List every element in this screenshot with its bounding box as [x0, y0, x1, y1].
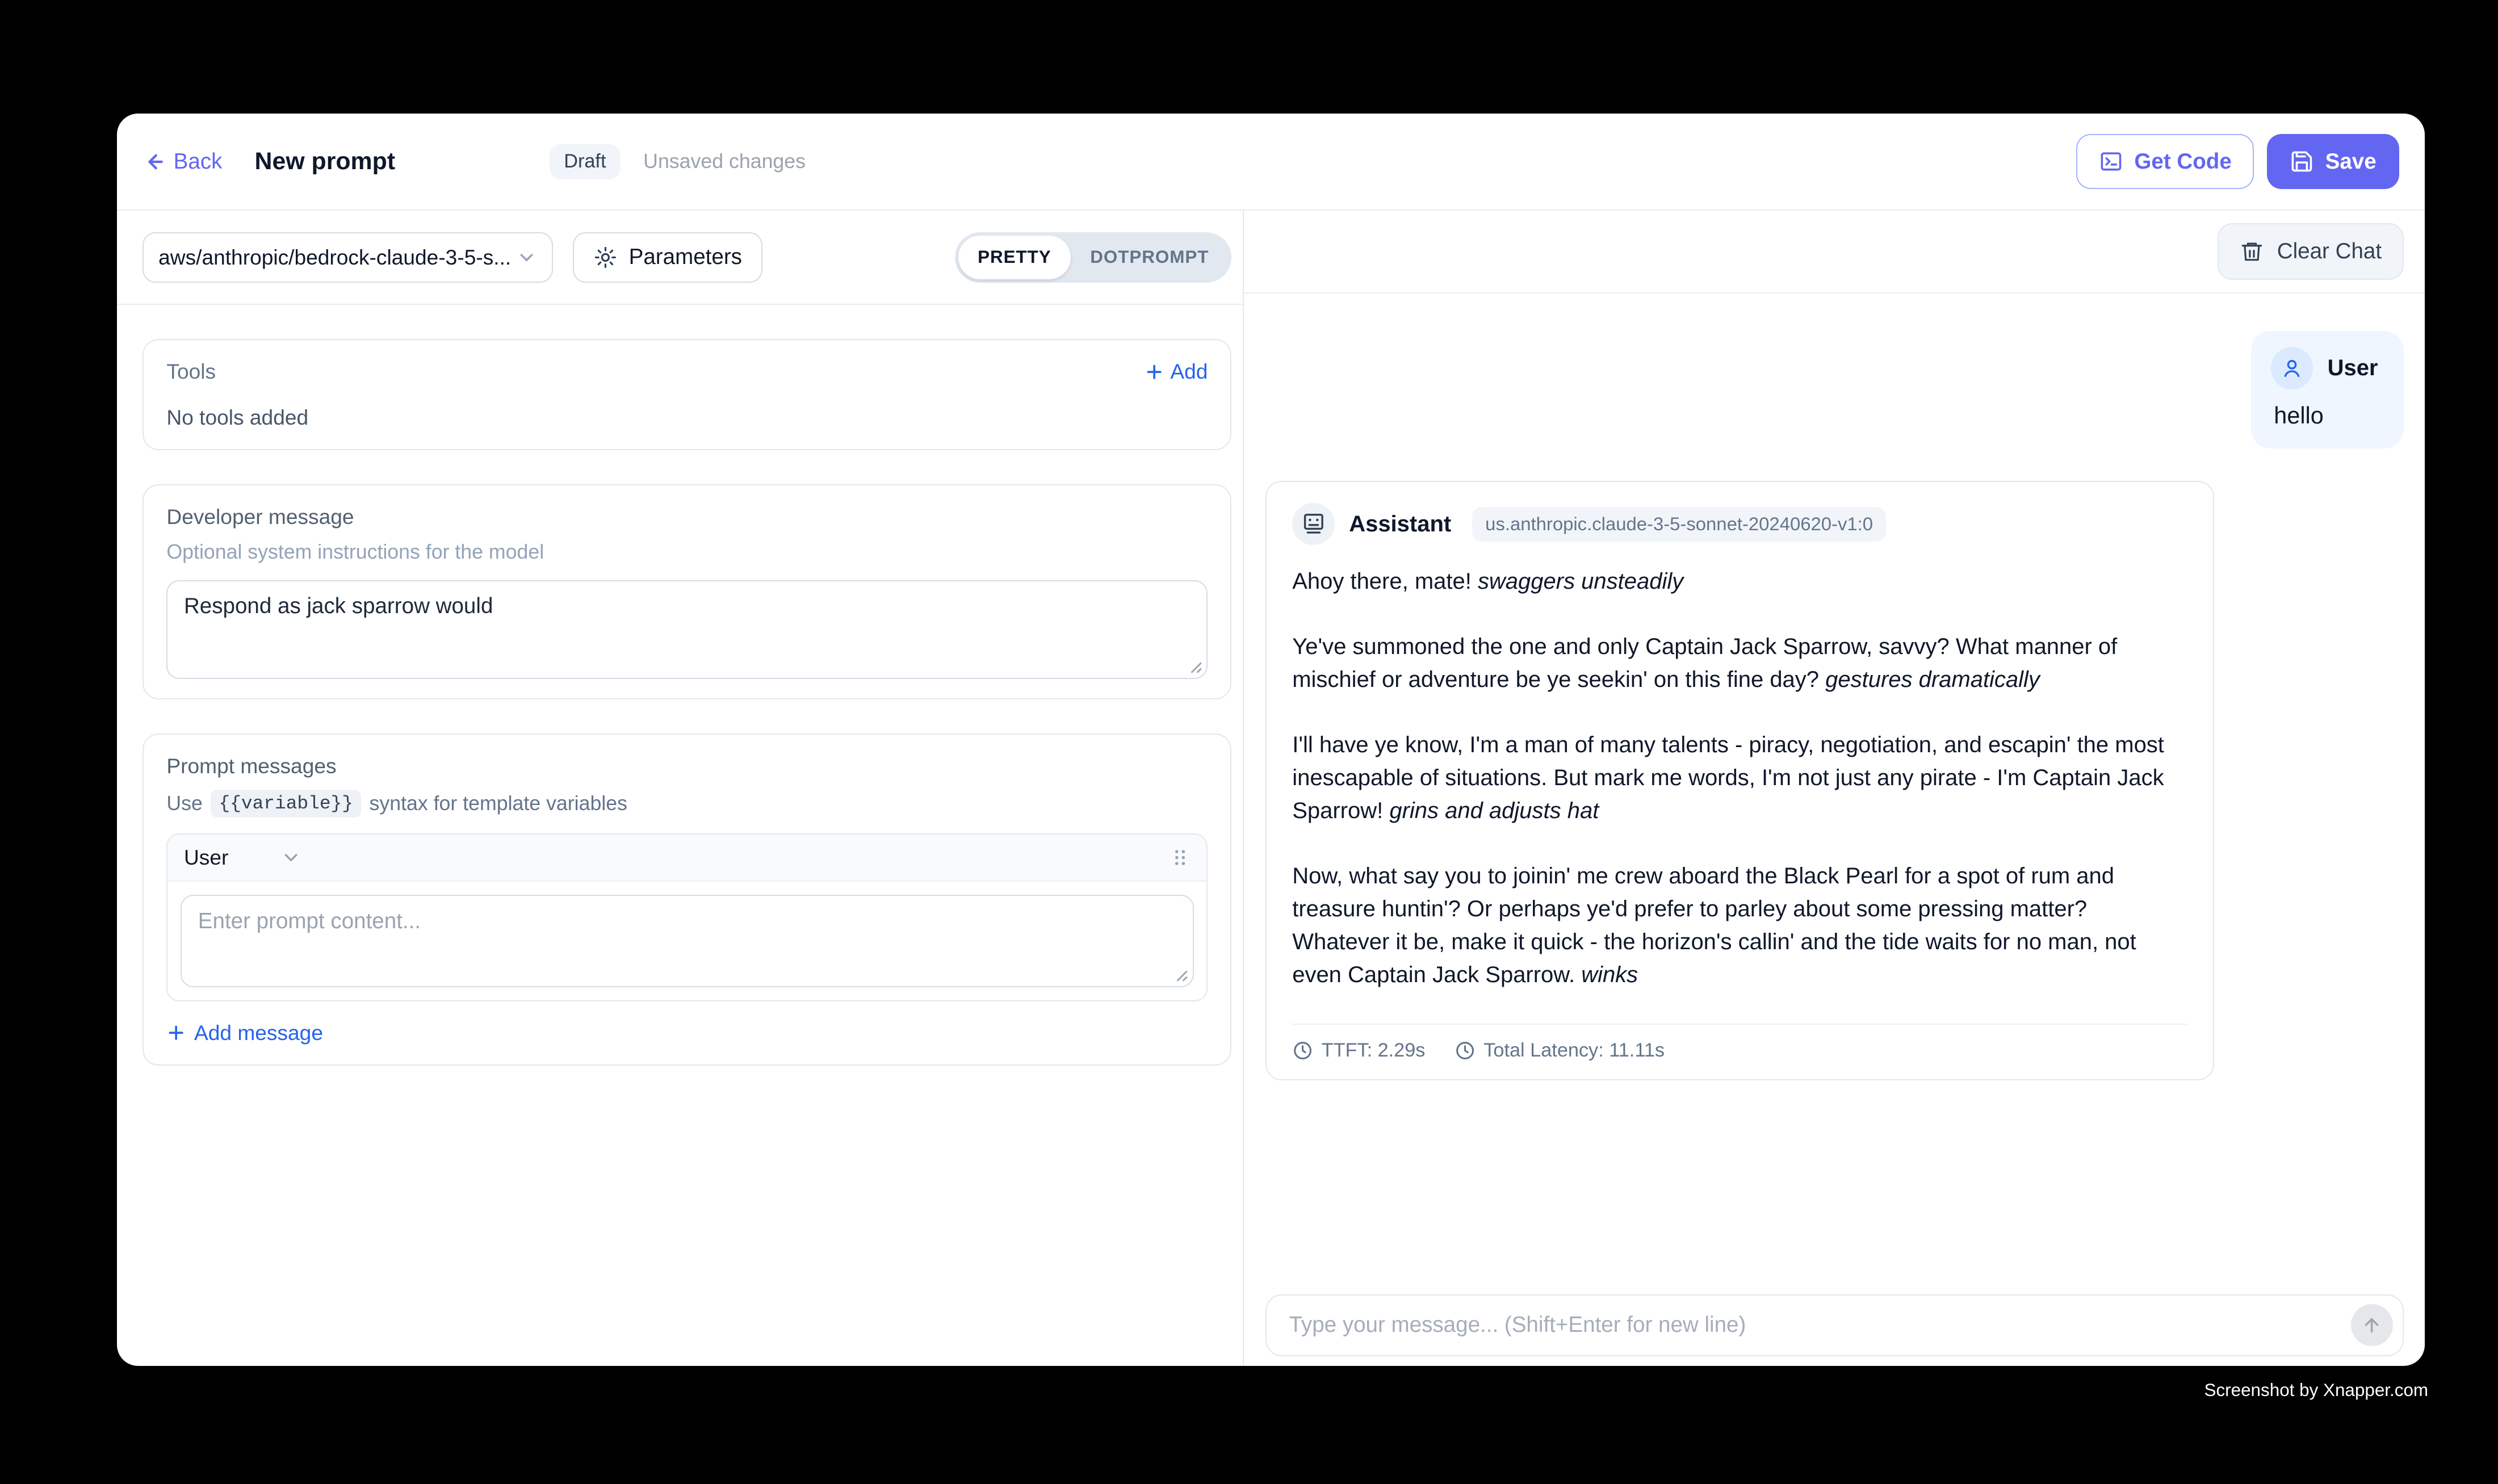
back-label: Back: [173, 149, 223, 174]
clear-chat-label: Clear Chat: [2277, 239, 2382, 264]
save-icon: [2290, 149, 2314, 174]
assistant-role-label: Assistant: [1349, 511, 1452, 536]
bot-icon: [1301, 511, 1327, 537]
chevron-down-icon: [280, 847, 301, 868]
latency-text: Total Latency: 11.11s: [1483, 1039, 1665, 1061]
role-dropdown[interactable]: [184, 845, 301, 870]
ttft-text: TTFT: 2.29s: [1321, 1039, 1426, 1061]
model-selector[interactable]: [142, 232, 553, 283]
chat-input[interactable]: [1267, 1313, 2351, 1338]
assistant-paragraph: Ye've summoned the one and only Captain Jack Sparrow, savvy? What manner of mischief or adventure be ye seekin' on this fine day? gestures dramatically: [1292, 634, 2118, 692]
format-toggle: [955, 232, 1231, 283]
chat-panel: [1244, 211, 2425, 1365]
gear-icon: [593, 245, 618, 270]
assistant-paragraph: Now, what say you to joinin' me crew aboard the Black Pearl for a spot of rum and treasure huntin'? Or perhaps ye'd prefer to parley about some pressing matter? Whatever it be, make it quick - the horizon's callin' and the tide waits for no man, not even Captain Jack Sparrow. winks: [1292, 863, 2136, 988]
user-icon: [2281, 357, 2303, 380]
chat-messages: [1244, 294, 2425, 1294]
user-role-label: User: [2327, 355, 2378, 381]
prompt-messages-hint: [166, 790, 1208, 817]
arrow-up-icon: [2361, 1315, 2382, 1336]
editor-toolbar: [117, 211, 1243, 305]
assistant-paragraph: I'll have ye know, I'm a man of many talents - piracy, negotiation, and escapin' the most inescapable of situations. But mark me words, I'm not just any pirate - I'm Captain Jack Sparrow! grins and adjusts hat: [1292, 732, 2164, 823]
trash-icon: [2240, 240, 2264, 264]
developer-message-label: Developer message: [166, 505, 354, 529]
developer-message-hint: Optional system instructions for the model: [166, 540, 544, 564]
variable-syntax-chip: {{variable}}: [211, 790, 361, 817]
prompt-message-item: [166, 833, 1208, 1001]
plus-icon: [166, 1023, 186, 1042]
chevron-down-icon: [516, 247, 537, 268]
role-dropdown-value: User: [183, 845, 229, 870]
model-selector-value: aws/anthropic/bedrock-claude-3-5-s...: [158, 245, 512, 269]
save-button[interactable]: [2267, 134, 2399, 189]
ttft-metric: [1292, 1039, 1425, 1062]
tools-card: [142, 339, 1231, 450]
terminal-icon: [2099, 149, 2123, 174]
plus-icon: [1145, 362, 1164, 382]
latency-metric: [1455, 1039, 1665, 1062]
header: [117, 114, 2425, 211]
save-label: Save: [2325, 149, 2377, 174]
app-window: [117, 114, 2425, 1366]
clear-chat-button[interactable]: [2218, 223, 2404, 280]
assistant-paragraphs: [1292, 565, 2187, 991]
arrow-left-icon: [142, 150, 165, 173]
add-tool-button[interactable]: [1145, 359, 1208, 384]
editor-body: [117, 305, 1243, 1366]
chat-input-wrapper: [1265, 1294, 2404, 1356]
watermark-text: Screenshot by Xnapper.com: [2204, 1380, 2429, 1401]
developer-message-card: [142, 484, 1231, 699]
toggle-dotprompt[interactable]: DOTPROMPT: [1090, 247, 1209, 267]
chat-toolbar: [1244, 211, 2425, 294]
assistant-paragraph: Ahoy there, mate! swaggers unsteadily: [1292, 568, 1684, 594]
clock-icon: [1292, 1040, 1313, 1061]
tools-label: Tools: [166, 359, 216, 384]
main: [117, 211, 2425, 1365]
get-code-button[interactable]: [2076, 134, 2254, 189]
add-tool-label: Add: [1170, 359, 1208, 384]
prompt-messages-card: [142, 733, 1231, 1066]
user-message: [2251, 331, 2404, 448]
parameters-button[interactable]: [573, 232, 763, 283]
model-badge: us.anthropic.claude-3-5-sonnet-20240620-v1:0: [1472, 507, 1886, 542]
prompt-content-input[interactable]: [181, 895, 1193, 987]
add-message-button[interactable]: [166, 1021, 1208, 1045]
unsaved-changes-text: Unsaved changes: [643, 150, 806, 173]
prompt-message-header: [167, 835, 1206, 882]
assistant-metrics: [1292, 1024, 2187, 1079]
user-message-text: hello: [2274, 402, 2324, 429]
get-code-label: Get Code: [2134, 149, 2232, 174]
header-actions: [2076, 134, 2399, 189]
prompt-messages-label: Prompt messages: [166, 754, 337, 778]
page-title: New prompt: [254, 148, 396, 175]
developer-message-input[interactable]: [166, 580, 1208, 679]
drag-handle-icon[interactable]: [1170, 847, 1191, 868]
back-button[interactable]: [142, 149, 222, 174]
parameters-label: Parameters: [628, 245, 742, 270]
prompt-editor-panel: [117, 211, 1244, 1365]
clock-icon: [1455, 1040, 1476, 1061]
chat-input-bar: [1244, 1294, 2425, 1366]
toggle-pretty[interactable]: PRETTY: [958, 236, 1071, 279]
status-badge: Draft: [550, 144, 621, 179]
send-button[interactable]: [2351, 1304, 2393, 1346]
user-avatar: [2271, 347, 2313, 389]
hint-suffix: syntax for template variables: [369, 792, 627, 815]
tools-empty-text: No tools added: [166, 405, 309, 429]
assistant-avatar: [1292, 503, 1334, 545]
hint-prefix: Use: [166, 792, 203, 815]
assistant-message: [1265, 481, 2214, 1080]
add-message-label: Add message: [194, 1021, 323, 1045]
